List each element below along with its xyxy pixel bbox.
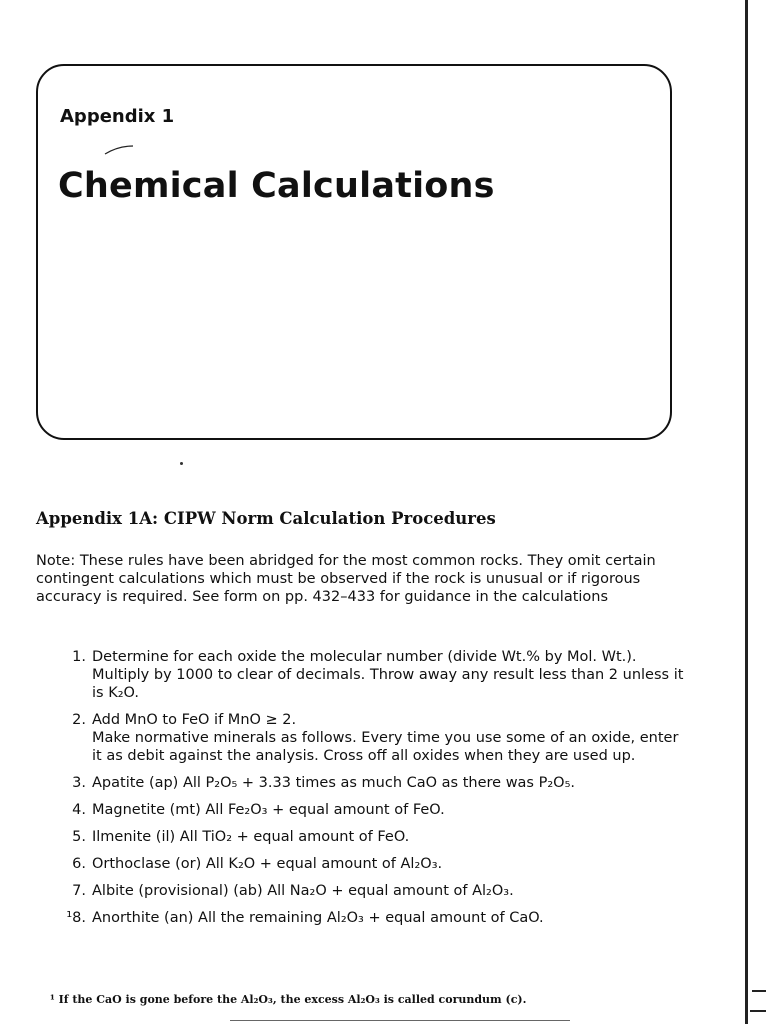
rule-item — [36, 711, 686, 765]
rule-list — [36, 648, 686, 936]
rule-extra-text: Make normative minerals as follows. Every time you use some of an oxide, enter it as debit against the analysis. Cross off all oxides when they are used up. — [92, 730, 679, 764]
rule-number: 4. — [72, 802, 86, 818]
section-heading: Appendix 1A: CIPW Norm Calculation Procedures — [36, 509, 496, 528]
rule-text: Determine for each oxide the molecular number (divide Wt.% by Mol. Wt.). Multiply by 1000 to clear of decimals. Throw away any result less than 2 unless it is K₂O. — [92, 649, 684, 701]
rule-text: Albite (provisional) (ab) All Na₂O + equal amount of Al₂O₃. — [92, 883, 514, 899]
page-edge-line — [745, 0, 748, 1024]
section-note: Note: These rules have been abridged for the most common rocks. They omit certain contingent calculations which must be observed if the rock is unusual or if rigorous accuracy is required. See form on pp. 432–433 for guidance in the calculations — [36, 553, 656, 605]
rule-number: 2. — [72, 712, 86, 728]
footer-rule — [230, 1020, 570, 1021]
rule-number: 6. — [72, 856, 86, 872]
rule-text: Ilmenite (il) All TiO₂ + equal amount of FeO. — [92, 829, 410, 845]
rule-number: 7. — [72, 883, 86, 899]
rule-item — [36, 648, 686, 702]
rule-item — [36, 855, 686, 873]
rule-item — [36, 909, 686, 927]
rule-number: 1. — [72, 649, 86, 665]
scan-speck — [180, 462, 183, 465]
rule-item — [36, 882, 686, 900]
page-edge-tick — [752, 990, 766, 992]
rule-item — [36, 774, 686, 792]
rule-text: Orthoclase (or) All K₂O + equal amount of Al₂O₃. — [92, 856, 443, 872]
chapter-title: Chemical Calculations — [58, 166, 495, 206]
rule-item — [36, 828, 686, 846]
pen-stroke-mark — [104, 144, 134, 156]
rule-text: Anorthite (an) All the remaining Al₂O₃ + equal amount of CaO. — [92, 910, 544, 926]
footnote: ¹ If the CaO is gone before the Al₂O₃, the excess Al₂O₃ is called corundum (c). — [50, 993, 527, 1006]
rule-number: 5. — [72, 829, 86, 845]
rule-text: Apatite (ap) All P₂O₅ + 3.33 times as much CaO as there was P₂O₅. — [92, 775, 575, 791]
chapter-title-box — [36, 64, 672, 440]
rule-number: ¹8. — [66, 910, 86, 926]
rule-text: Magnetite (mt) All Fe₂O₃ + equal amount of FeO. — [92, 802, 445, 818]
appendix-label: Appendix 1 — [60, 106, 175, 127]
rule-number: 3. — [72, 775, 86, 791]
rule-item — [36, 801, 686, 819]
rule-text: Add MnO to FeO if MnO ≥ 2. — [92, 712, 297, 728]
page-edge-tick — [750, 1010, 766, 1012]
